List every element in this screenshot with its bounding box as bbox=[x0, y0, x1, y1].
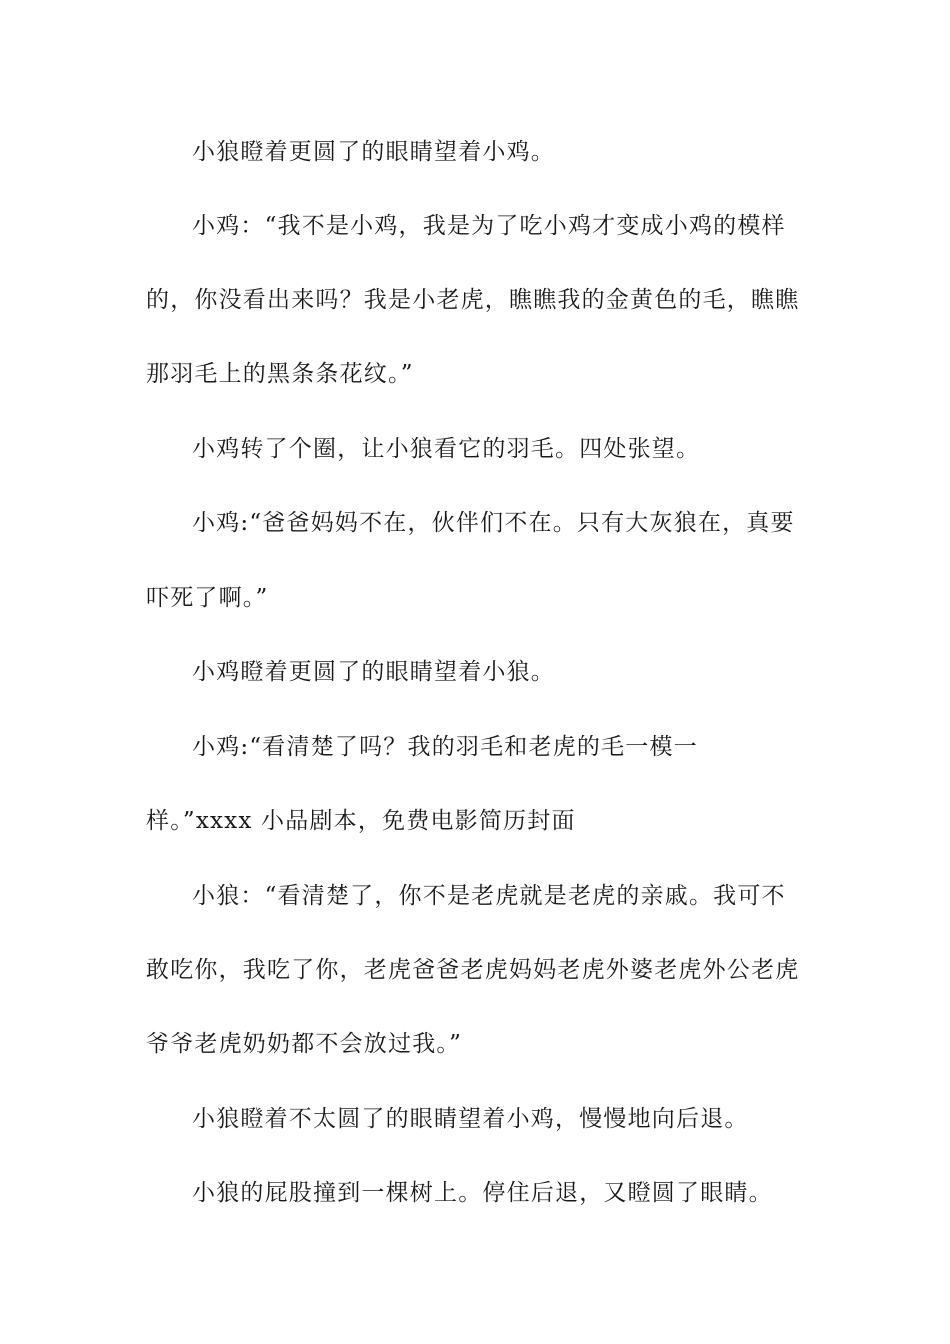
paragraph-line: 样。”xxxx 小品剧本，免费电影简历封面 bbox=[146, 808, 576, 834]
paragraph-line: 小鸡:“爸爸妈妈不在，伙伴们不在。只有大灰狼在，真要 bbox=[192, 510, 795, 536]
paragraph-line: 小狼的屁股撞到一棵树上。停住后退，又瞪圆了眼睛。 bbox=[192, 1180, 773, 1206]
paragraph-line: 小狼：“看清楚了，你不是老虎就是老虎的亲戚。我可不 bbox=[192, 883, 786, 909]
paragraph-line: 小狼瞪着更圆了的眼睛望着小鸡。 bbox=[192, 139, 555, 165]
paragraph-line: 爷爷老虎奶奶都不会放过我。” bbox=[146, 1031, 463, 1057]
paragraph-line: 小鸡瞪着更圆了的眼睛望着小狼。 bbox=[192, 659, 555, 685]
paragraph-line: 敢吃你，我吃了你，老虎爸爸老虎妈妈老虎外婆老虎外公老虎 bbox=[146, 957, 800, 983]
paragraph-line: 小狼瞪着不太圆了的眼睛望着小鸡，慢慢地向后退。 bbox=[192, 1106, 749, 1132]
paragraph-line: 那羽毛上的黑条条花纹。” bbox=[146, 361, 414, 387]
paragraph-line: 小鸡转了个圈，让小狼看它的羽毛。四处张望。 bbox=[192, 436, 701, 462]
paragraph-line: 小鸡:“看清楚了吗？我的羽毛和老虎的毛一模一 bbox=[192, 734, 698, 760]
paragraph-line: 的，你没看出来吗？我是小老虎，瞧瞧我的金黄色的毛，瞧瞧 bbox=[146, 287, 800, 313]
paragraph-line: 吓死了啊。” bbox=[146, 585, 269, 611]
paragraph-line: 小鸡：“我不是小鸡，我是为了吃小鸡才变成小鸡的模样 bbox=[192, 213, 786, 239]
